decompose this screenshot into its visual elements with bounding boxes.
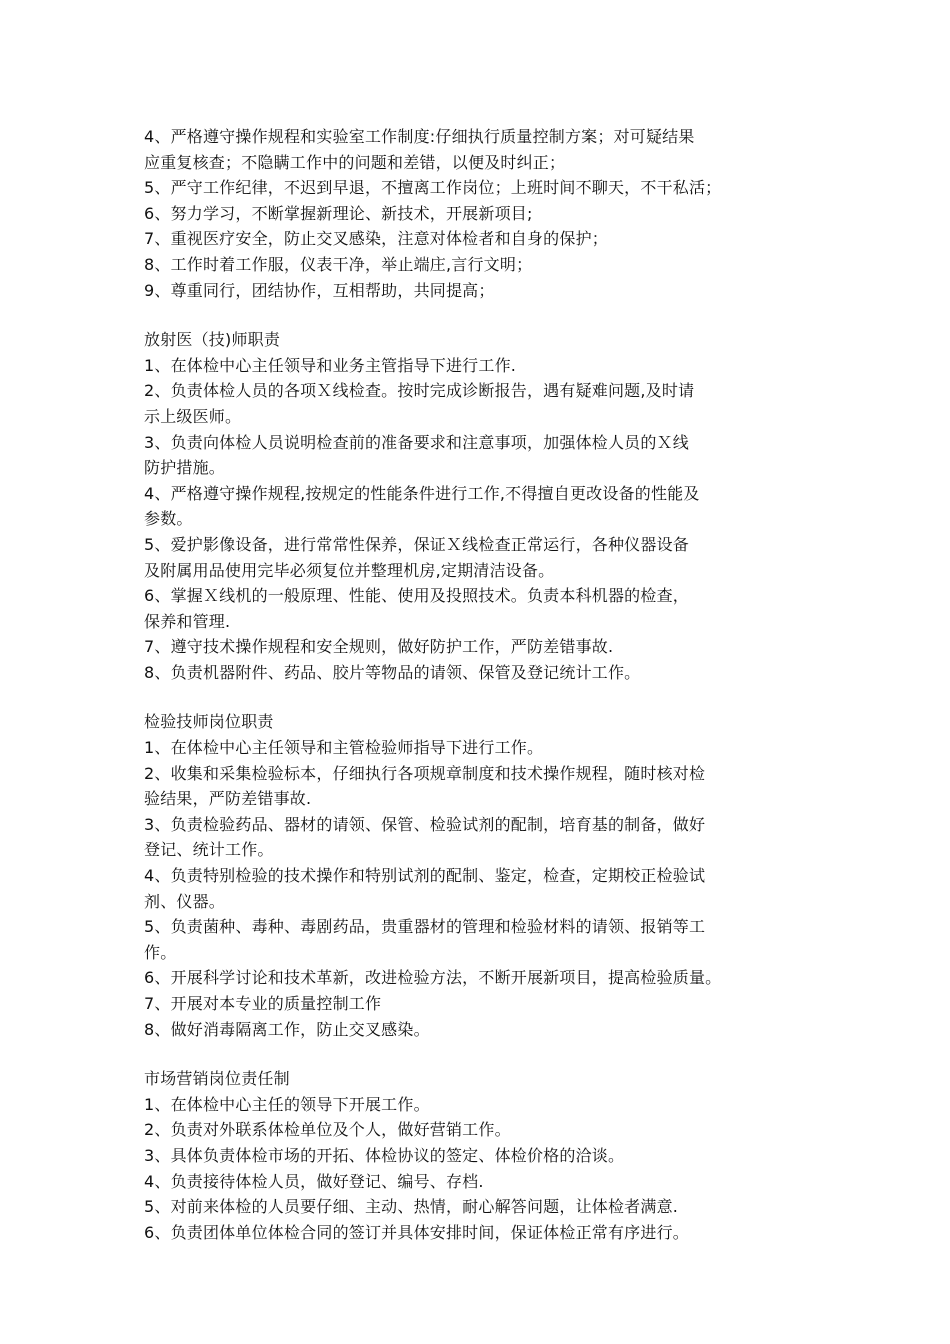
text-line: 作。 — [144, 942, 177, 962]
text-line: 5、对前来体检的人员要仔细、主动、热情，耐心解答问题，让体检者满意. — [144, 1197, 679, 1217]
section-heading: 放射医（技)师职责 — [144, 330, 281, 350]
text-line: 1、在体检中心主任领导和业务主管指导下进行工作. — [144, 355, 517, 375]
text-line: 4、负责接待体检人员，做好登记、编号、存档. — [144, 1171, 484, 1191]
text-line: 6、掌握Ｘ线机的一般原理、性能、使用及投照技术。负责本科机器的检查， — [144, 586, 689, 606]
text-line: 5、爱护影像设备，进行常常性保养，保证Ｘ线检查正常运行，各种仪器设备 — [144, 534, 689, 554]
text-line: 2、收集和采集检验标本，仔细执行各项规章制度和技术操作规程，随时核对检 — [144, 763, 706, 783]
text-line: 5、严守工作纪律，不迟到早退，不擅离工作岗位；上班时间不聊天，不干私活； — [144, 178, 722, 198]
text-line: 4、严格遵守操作规程,按规定的性能条件进行工作,不得擅自更改设备的性能及 — [144, 483, 700, 503]
section-heading: 市场营销岗位责任制 — [144, 1069, 290, 1089]
text-line: 6、努力学习，不断掌握新理论、新技术，开展新项目; — [144, 203, 533, 223]
text-line: 3、具体负责体检市场的开拓、体检协议的签定、体检价格的洽谈。 — [144, 1145, 625, 1165]
section-marketing-duties — [144, 1066, 834, 1245]
text-line: 剂、仪器。 — [144, 891, 226, 911]
text-line: 保养和管理. — [144, 611, 231, 631]
text-line: 3、负责检验药品、器材的请领、保管、检验试剂的配制，培育基的制备，做好 — [144, 814, 706, 834]
text-line: 2、负责对外联系体检单位及个人，做好营销工作。 — [144, 1120, 511, 1140]
text-line: 3、负责向体检人员说明检查前的准备要求和注意事项，加强体检人员的Ｘ线 — [144, 432, 689, 452]
text-line: 8、做好消毒隔离工作，防止交叉感染。 — [144, 1019, 430, 1039]
text-line: 7、开展对本专业的质量控制工作 — [144, 994, 382, 1013]
section-radiology-duties — [144, 327, 834, 685]
text-line: 4、严格遵守操作规程和实验室工作制度:仔细执行质量控制方案；对可疑结果 — [144, 127, 695, 146]
text-line: 7、重视医疗安全，防止交叉感染，注意对体检者和自身的保护； — [144, 229, 608, 249]
text-line: 验结果，严防差错事故. — [144, 789, 312, 809]
text-line: 及附属用品使用完毕必须复位并整理机房,定期清洁设备。 — [144, 560, 555, 580]
text-line: 参数。 — [144, 509, 193, 529]
text-line: 登记、统计工作。 — [144, 840, 274, 860]
document-page — [144, 124, 834, 1245]
section-lab-technician-duties — [144, 709, 834, 1042]
text-line: 4、负责特别检验的技术操作和特别试剂的配制、鉴定，检查，定期校正检验试 — [144, 866, 706, 886]
text-line: 应重复核查；不隐瞒工作中的问题和差错，以便及时纠正； — [144, 152, 566, 172]
text-line: 6、负责团体单位体检合同的签订并具体安排时间，保证体检正常有序进行。 — [144, 1222, 689, 1242]
text-line: 1、在体检中心主任领导和主管检验师指导下进行工作。 — [144, 738, 544, 758]
text-line: 示上级医师。 — [144, 406, 242, 426]
text-line: 7、遵守技术操作规程和安全规则，做好防护工作，严防差错事故. — [144, 637, 614, 657]
text-line: 8、工作时着工作服，仪表干净，举止端庄,言行文明； — [144, 254, 533, 274]
text-line: 9、尊重同行，团结协作，互相帮助，共同提高； — [144, 280, 495, 300]
text-line: 2、负责体检人员的各项Ｘ线检查。按时完成诊断报告，遇有疑难问题,及时请 — [144, 381, 695, 401]
text-line: 6、开展科学讨论和技术革新，改进检验方法，不断开展新项目，提高检验质量。 — [144, 968, 722, 988]
text-line: 防护措施。 — [144, 458, 226, 478]
text-line: 8、负责机器附件、药品、胶片等物品的请领、保管及登记统计工作。 — [144, 662, 641, 682]
text-line: 5、负责菌种、毒种、毒剧药品，贵重器材的管理和检验材料的请领、报销等工 — [144, 917, 706, 937]
text-line: 1、在体检中心主任的领导下开展工作。 — [144, 1094, 430, 1114]
section-lab-rules — [144, 124, 834, 303]
section-heading: 检验技师岗位职责 — [144, 712, 274, 732]
